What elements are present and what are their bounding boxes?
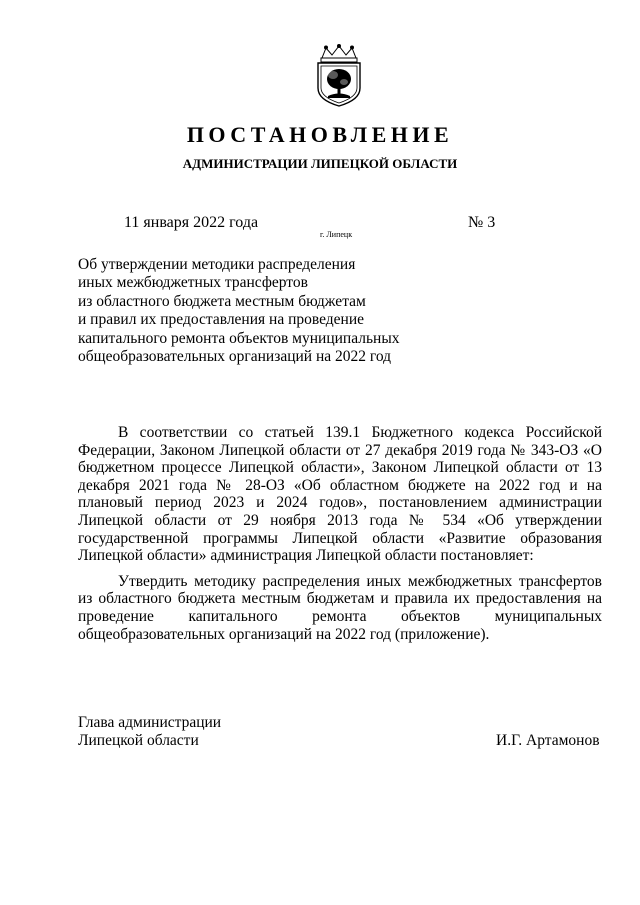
- signatory-position-line: Липецкой области: [78, 732, 199, 750]
- document-issuer: АДМИНИСТРАЦИИ ЛИПЕЦКОЙ ОБЛАСТИ: [182, 156, 458, 171]
- subject-line: общеобразовательных организаций на 2022 год: [78, 348, 392, 366]
- signatory-position-line: Глава администрации: [78, 714, 222, 731]
- document-subject: [78, 256, 418, 366]
- document-body: [78, 424, 602, 651]
- subject-line: и правил их предоставления на проведение: [78, 311, 365, 329]
- coat-of-arms-icon: [312, 44, 366, 108]
- subject-line: из областного бюджета местным бюджетам: [78, 292, 366, 310]
- document-title: ПОСТАНОВЛЕНИЕ: [186, 122, 454, 147]
- body-paragraph-resolution: Утвердить методику распределения иных межбюджетных трансфертов из областного бюджета местным бюджетам и правила их предоставления на проведение капитального ремонта объектов муниципальных общеобразовательных организаций на 2022 год (приложение).: [78, 572, 602, 643]
- signatory-position: [78, 714, 221, 751]
- subject-line: Об утверждении методики распределения: [78, 256, 356, 273]
- document-city: г. Липецк: [320, 230, 353, 239]
- document-number: № 3: [468, 214, 496, 231]
- body-paragraph-preamble: В соответствии со статьей 139.1 Бюджетного кодекса Российской Федерации, Законом Липецкой области от 27 декабря 2019 года № 343-ОЗ «О бюджетном процессе Липецкой области», Законом Липецкой области от 13 декабря 2021 года № 28-ОЗ «Об областном бюджете на 2022 год и на плановый период 2023 и 2024 годов», постановлением администрации Липецкой области от 29 ноября 2013 года № 534 «Об утверждении государственной программы Липецкой области «Развитие образования Липецкой области» администрация Липецкой области постановляет:: [78, 424, 602, 565]
- signatory-name: И.Г. Артамонов: [496, 732, 600, 749]
- subject-line: капитального ремонта объектов муниципальных: [78, 329, 400, 347]
- document-date: 11 января 2022 года: [124, 214, 259, 231]
- subject-line: иных межбюджетных трансфертов: [78, 274, 308, 292]
